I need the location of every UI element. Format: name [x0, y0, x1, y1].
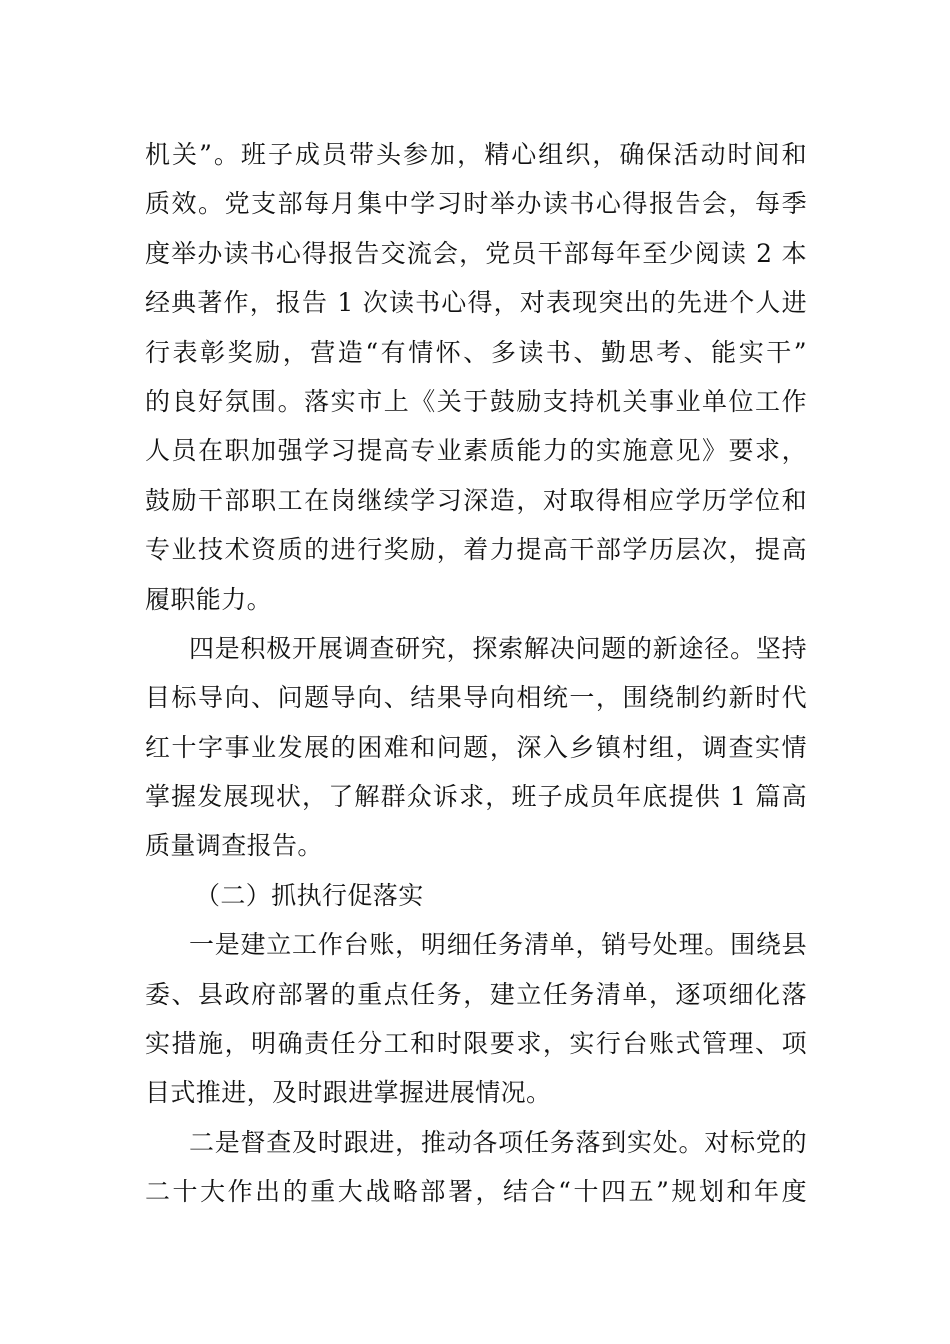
- paragraph-first-line: 一是建立工作台账，明细任务清单，销号处理。围绕县: [189, 930, 807, 960]
- text-line: 履职能力。: [145, 584, 273, 614]
- text-line: 机关”。班子成员带头参加，精心组织，确保活动时间和: [145, 140, 807, 169]
- text-line: 掌握发展现状，了解群众诉求，班子成员年底提供 1 篇高: [145, 782, 807, 812]
- text-line: 人员在职加强学习提高专业素质能力的实施意见》要求，: [145, 436, 807, 466]
- text-line: 红十字事业发展的困难和问题，深入乡镇村组，调查实情: [145, 732, 807, 762]
- paragraph-first-line: 四是积极开展调查研究，探索解决问题的新途径。坚持: [189, 633, 807, 663]
- text-line: 质量调查报告。: [145, 831, 323, 861]
- text-line: 委、县政府部署的重点任务，建立任务清单，逐项细化落: [145, 979, 807, 1009]
- text-line: 实措施，明确责任分工和时限要求，实行台账式管理、项: [145, 1029, 807, 1059]
- text-line: 目标导向、问题导向、结果导向相统一，围绕制约新时代: [145, 683, 807, 713]
- text-line: 行表彰奖励，营造“有情怀、多读书、勤思考、能实干”: [145, 337, 807, 367]
- text-line: 目式推进，及时跟进掌握进展情况。: [145, 1078, 552, 1108]
- text-line: 质效。党支部每月集中学习时举办读书心得报告会，每季: [145, 189, 807, 219]
- text-line: 的良好氛围。落实市上《关于鼓励支持机关事业单位工作: [145, 386, 807, 416]
- text-line: 二十大作出的重大战略部署，结合“十四五”规划和年度: [145, 1177, 807, 1207]
- section-heading: （二）抓执行促落实: [195, 880, 424, 910]
- text-line: 专业技术资质的进行奖励，着力提高干部学历层次，提高: [145, 535, 807, 565]
- paragraph-first-line: 二是督查及时跟进，推动各项任务落到实处。对标党的: [189, 1127, 807, 1157]
- document-body: [145, 130, 807, 1217]
- text-line: 经典著作，报告 1 次读书心得，对表现突出的先进个人进: [145, 288, 807, 318]
- text-line: 度举办读书心得报告交流会，党员干部每年至少阅读 2 本: [145, 238, 807, 268]
- text-line: 鼓励干部职工在岗继续学习深造，对取得相应学历学位和: [145, 485, 807, 515]
